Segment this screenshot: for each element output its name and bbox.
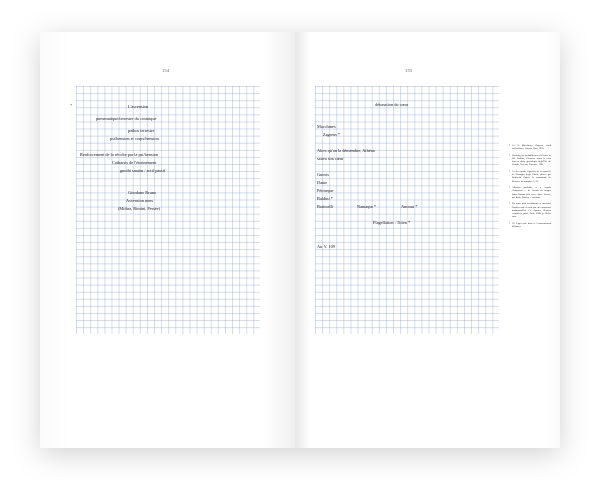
note-line: psi/hension et corps/hension xyxy=(110,136,159,141)
folio-left: 154 xyxy=(162,68,170,73)
note-line: Botticelli xyxy=(317,204,333,209)
note-line: Catharsis de l'étonnement xyxy=(112,160,157,165)
margin-note: • Cf. Liget note dans le Couronnement d'Epinea. xyxy=(509,222,551,229)
note-line: détonation du cœur xyxy=(375,102,409,107)
book-page-right xyxy=(295,32,560,448)
note-line: pneumatique/terrestre du cosmique xyxy=(96,116,157,121)
margin-note: • Cf. Les quatre figurales de la nouvelle de Namagin degli Uberti, placée par Botticelli d'après la commande de Boccace dit nommee V, A1. xyxy=(509,170,551,183)
note-line: Giordano Bruno xyxy=(128,190,157,195)
handwriting-layer-left xyxy=(70,86,260,334)
margin-tick: + xyxy=(70,102,73,107)
grid-paper-left xyxy=(70,86,260,334)
margin-note: • Allusion probable à a copula Conjunctio », de l'avatar de langue latine Barana faite avec. Spec. Veneto, per Italia, Basilea, e suivants. xyxy=(509,186,551,199)
margin-note: • Warburg (né probablement référence à) I.B. Baldini, Discorso sopra la cosa haveva dello genealogia degli'Dèi de' Gentili, Venezia, Florence, 1561. xyxy=(509,154,551,167)
note-line: Flagellation : Titien * xyxy=(373,220,411,225)
note-line: Pétrarque xyxy=(317,188,334,193)
note-line: Ascension nons xyxy=(126,198,154,203)
book-page-left xyxy=(40,32,295,448)
margin-note: • Cf. V. Macchioro, Zagreus, studi sull'orfismo, Laterza, Bari, 1920. xyxy=(509,144,551,151)
note-line: gnothi sauton / actif passif xyxy=(120,168,166,173)
margin-notes-column xyxy=(509,144,551,231)
note-line: (Mithra, Rimini, Persée) xyxy=(118,206,161,211)
note-line: Gnosis xyxy=(317,172,329,177)
note-line: Anceau * xyxy=(401,204,418,209)
note-line: Dante xyxy=(317,180,328,185)
note-line: Renforcement de la révolte par la psi/hension xyxy=(80,152,159,157)
margin-note: • Un autre plan méridional en enceintes l'aspiles ante à mort par des amazones traditionnelles. Cf. Apenne, Œuvres complètes, publ., Paris, 2008, p. 394 et suiv. xyxy=(509,202,551,218)
grid-paper-right xyxy=(315,86,499,334)
note-line: pathos terrestre xyxy=(128,128,155,133)
note-line: Macchines xyxy=(317,124,336,129)
note-line: Zagreus * xyxy=(323,132,341,137)
book-spread xyxy=(40,32,560,448)
handwriting-layer-right xyxy=(315,86,499,334)
note-line: L'ascension xyxy=(128,104,149,109)
note-line: Baldini * xyxy=(317,196,333,201)
note-line: Alors qu'on la démembre, Athéna xyxy=(317,148,375,153)
note-line: Namaqin * xyxy=(357,204,376,209)
folio-right: 155 xyxy=(405,68,413,73)
note-line: Air V. 109 xyxy=(317,244,335,249)
note-line: sauva son cœur xyxy=(317,156,344,161)
